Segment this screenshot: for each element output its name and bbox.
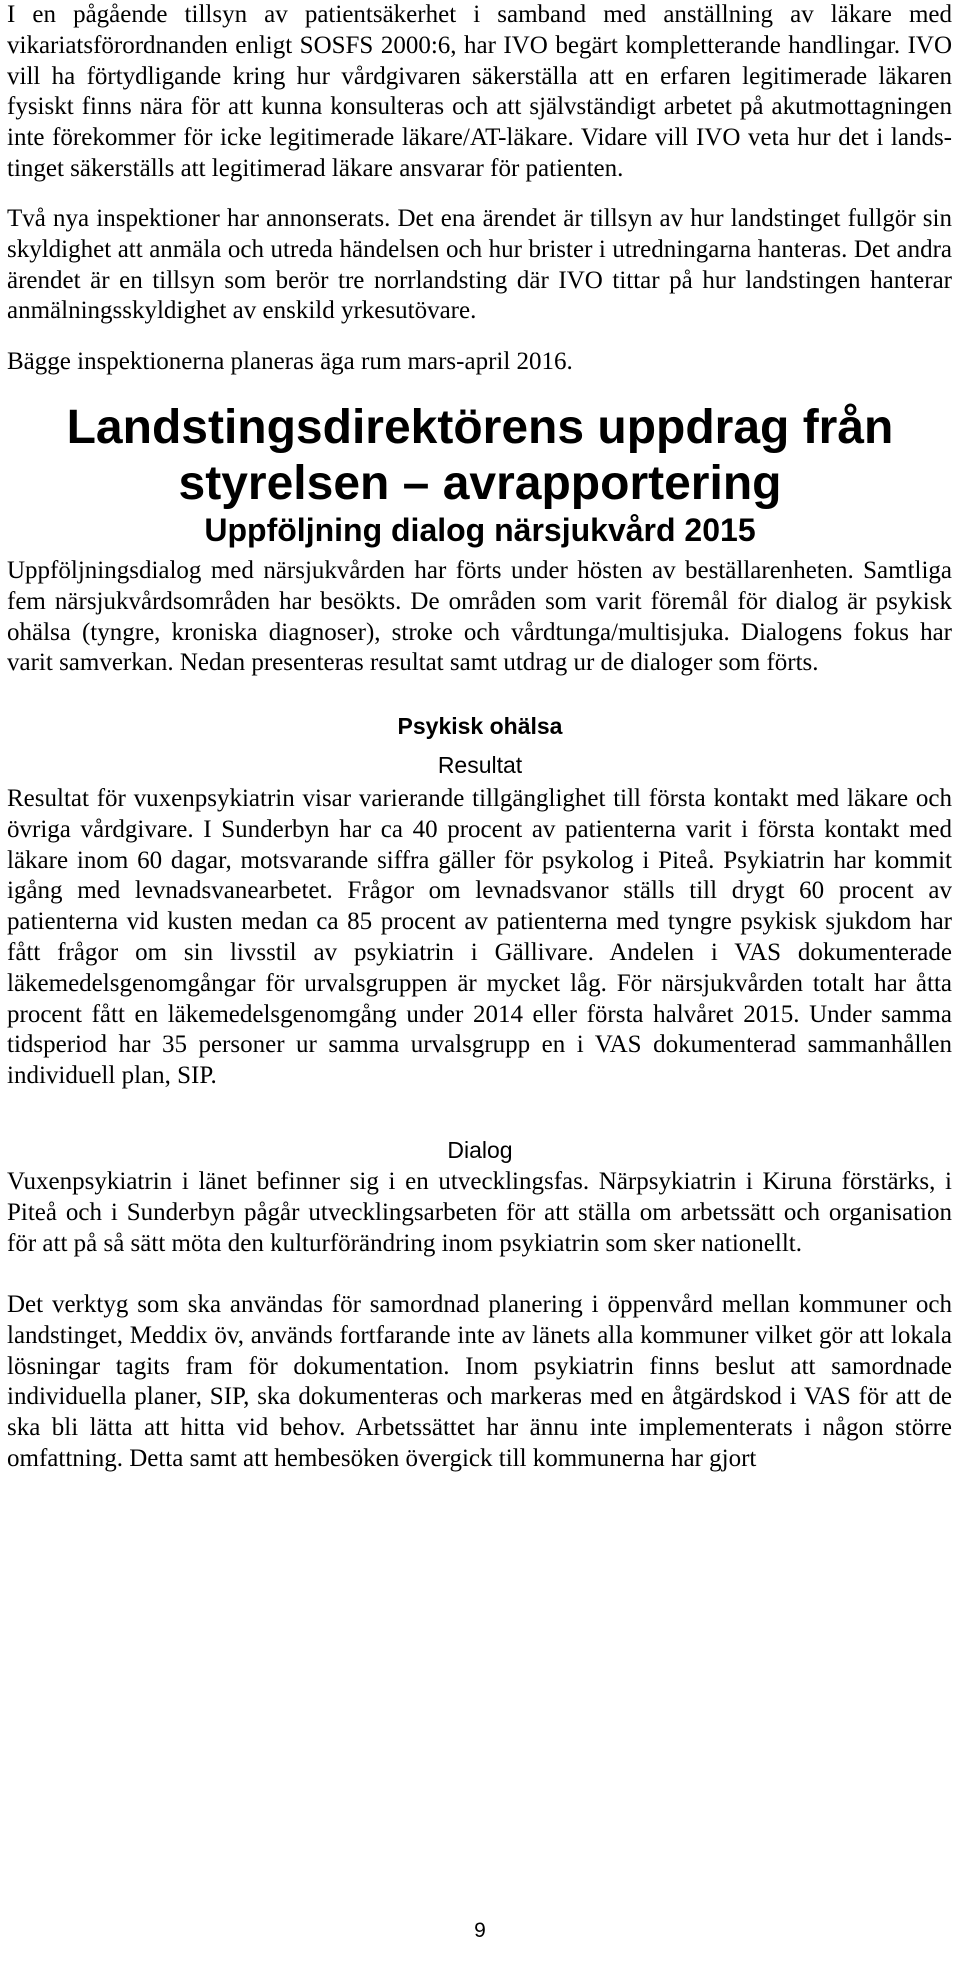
sub-heading: Uppföljning dialog närsjukvård 2015 [204,512,756,548]
paragraph-uppfoljningsdialog: Uppföljningsdialog med närsjukvården har förts under hösten av beställarenheten. Samtliga fem närsjukvårdsområden har besökts. De områden som varit föremål för dialog är psykisk ohälsa (tyngre, kroniska diagnoser), stroke och vårdtunga/multisjuka. Dialogens fokus har varit samverkan. Nedan presenteras resultat samt utdrag ur de dialoger som förts. [7,557,952,677]
subsection-heading-dialog: Dialog [447,1137,513,1163]
paragraph-vuxenpsykiatrin: Vuxenpsykiatrin i länet befinner sig i en utvecklingsfas. Närpsykiatrin i Kiruna förstärks, i Piteå och i Sunderbyn pågår utvecklingsarbeten för att ställa om arbetssätt och organisation för att på så sätt möta den kulturförändring inom psykiatrin som sker nationellt. [7,1168,952,1257]
main-heading: Landstingsdirektörens uppdrag från styrelsen – avrapportering [66,401,894,510]
section-heading-psykisk-ohalsa: Psykisk ohälsa [397,713,563,739]
paragraph-nya-inspektioner: Två nya inspektioner har annonserats. Det ena ärendet är tillsyn av hur landstinget fullgör sin skyldighet att anmäla och utreda händelsen och hur brister i utredningarna hanteras. Det andra ärendet är en tillsyn som berör tre norrlandsting där IVO tittar på hur landstingen hanterar anmälningsskyldighet av enskild yrkesutövare. [7,205,952,325]
subsection-heading-resultat: Resultat [437,752,523,778]
paragraph-resultat: Resultat för vuxenpsykiatrin visar varierande tillgänglighet till första kontakt med läkare och övriga vårdgivare. I Sunderbyn har ca 40 procent av patienterna varit i första kontakt med läkare inom 60 dagar, motsvarande siffra gäller för psykolog i Piteå. Psykiatrin har kommit igång med levnadsvanearbetet. Frågor om levnadsvanor ställs till drygt 60 procent av patienterna vid kusten medan ca 85 procent av patienterna med tyngre psykisk sjukdom har fått frågor om sin livsstil av psykiatrin i Gällivare. Andelen i VAS dokumenterade läkemedelsgenomgångar för urvalsgruppen är mycket låg. För närsjukvården totalt har åtta procent fått en läkemedelsgenomgång under 2014 eller första halvåret 2015. Under samma tidsperiod har 35 personer ur samma urvalsgrupp en i VAS dokumenterad sammanhållen individuell plan, SIP. [7,785,952,1090]
page-number: 9 [474,1919,486,1942]
paragraph-inspektioner-planeras: Bägge inspektionerna planeras äga rum mars-april 2016. [7,348,573,375]
paragraph-ivo-tillsyn: I en pågående tillsyn av patientsäkerhet i samband med anställning av läkare med vikariatsförordnanden enligt SOSFS 2000:6, har IVO begärt kompletterande handlingar. IVO vill ha förtydligande kring hur vårdgivaren säkerställa att en erfaren legitimerade läkaren fysiskt finns nära för att kunna konsulteras och att självständigt arbetet på akutmottagningen inte förekommer för icke legitimerade läkare/AT-läkare. Vidare vill IVO veta hur det i landstinget säkerställs att legitimerad läkare ansvarar för patienten. [7,1,952,182]
paragraph-verktyg: Det verktyg som ska användas för samordnad planering i öppenvård mellan kommuner och landstinget, Meddix öv, används fortfarande inte av länets alla kommuner vilket gör att lokala lösningar tagits fram för dokumentation. Inom psykiatrin finns beslut att samordnade individuella planer, SIP, ska dokumenteras och markeras med en åtgärdskod i VAS för att de ska bli lätta att hitta vid behov. Arbetssättet har ännu inte implementerats i någon större omfattning. Detta samt att hembesöken övergick till kommunerna har gjort [7,1291,952,1472]
